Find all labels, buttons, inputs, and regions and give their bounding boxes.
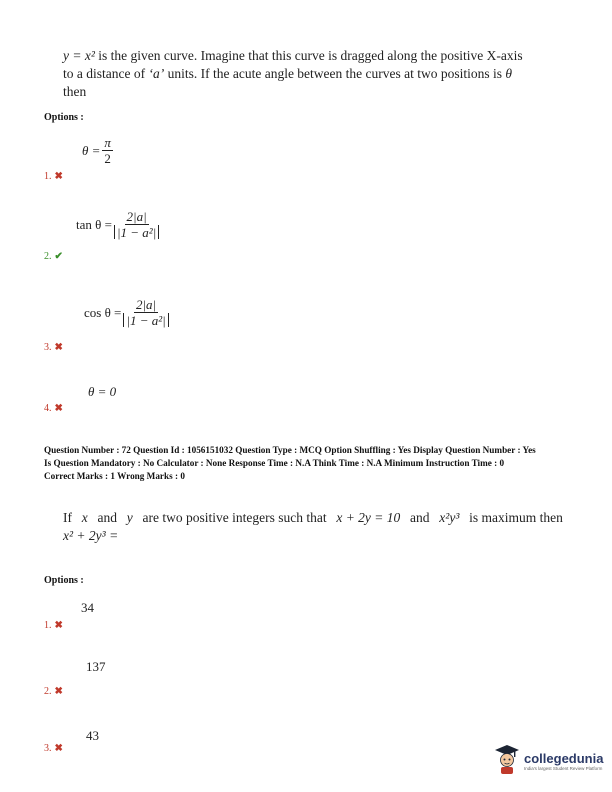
- wrong-mark-icon: ✖: [54, 403, 63, 414]
- q2-option-1-label: [44, 620, 63, 631]
- correct-check-icon: ✔: [54, 251, 63, 262]
- logo-name: collegedunia: [524, 750, 604, 766]
- wrong-mark-icon: ✖: [54, 342, 63, 353]
- q2-text-e: is maximum then: [469, 510, 563, 525]
- q1-option-1-label: [44, 171, 63, 182]
- q2-variable-y: y: [126, 510, 133, 525]
- q2-text-a: If: [63, 510, 72, 525]
- q1-option-3-number: 3.: [44, 342, 52, 353]
- options-label-q2: Options :: [44, 575, 84, 586]
- variable-theta: θ: [505, 66, 513, 81]
- q1-option-1-expression: [82, 136, 113, 165]
- q2-option-1-value: 34: [81, 600, 94, 615]
- q1-option-2-lhs: tan θ =: [76, 216, 112, 232]
- q1-option-1-fraction: [102, 136, 113, 165]
- q1-option-2-number: 2.: [44, 251, 52, 262]
- q1-option-3-label: [44, 342, 63, 353]
- question-1-line-2-b: units. If the acute angle between the curves at two positions is: [167, 66, 503, 81]
- metadata-line-1: Question Number : 72 Question Id : 1056151032 Question Type : MCQ Option Shuffling : Yes Display Question Number : Yes: [44, 445, 536, 455]
- q2-option-2-label: [44, 686, 63, 697]
- question-metadata: [44, 444, 604, 483]
- q1-option-4-number: 4.: [44, 403, 52, 414]
- question-1-line-1-text: is the given curve. Imagine that this curve is dragged along the positive X-axis: [98, 48, 523, 63]
- q2-option-3-value: 43: [86, 728, 99, 743]
- q2-option-3-number: 3.: [44, 743, 52, 754]
- metadata-line-2: Is Question Mandatory : No Calculator : None Response Time : N.A Think Time : N.A Minimum Instruction Time : 0: [44, 458, 505, 468]
- logo-text: [524, 752, 603, 772]
- q1-option-2-fraction: [114, 210, 159, 239]
- q2-option-2-number: 2.: [44, 686, 52, 697]
- q2-option-1-number: 1.: [44, 620, 52, 631]
- question-1-line-2: [63, 65, 563, 83]
- curve-equation: y = x²: [63, 48, 95, 63]
- question-1-text: [63, 47, 563, 101]
- options-label-q1: Options :: [44, 112, 84, 123]
- q2-variable-x: x: [81, 510, 88, 525]
- collegedunia-logo: [494, 744, 603, 779]
- q1-option-2-label: [44, 251, 63, 262]
- q1-option-1-numerator: π: [104, 135, 111, 150]
- question-1-line-3: then: [63, 84, 87, 99]
- q2-option-2-value: 137: [86, 659, 106, 674]
- q1-option-1-denominator: 2: [104, 151, 111, 166]
- q1-option-2-expression: [76, 210, 159, 239]
- metadata-line-3: Correct Marks : 1 Wrong Marks : 0: [44, 471, 185, 481]
- q1-option-3-fraction: [123, 298, 168, 327]
- q1-option-3-denominator: |1 − a²|: [123, 313, 168, 327]
- wrong-mark-icon: ✖: [54, 171, 63, 182]
- variable-a: ‘a’: [148, 66, 165, 81]
- q1-option-3-lhs: cos θ =: [84, 304, 122, 320]
- question-2-text: [63, 509, 563, 545]
- q1-option-4-expression: θ = 0: [88, 384, 117, 399]
- logo-tagline: India's largest Student Review Platform: [524, 765, 603, 771]
- wrong-mark-icon: ✖: [54, 620, 63, 631]
- q1-option-4-label: [44, 403, 63, 414]
- q2-text-b: and: [97, 510, 117, 525]
- q1-option-3-expression: [84, 298, 169, 327]
- graduate-mascot-icon: [494, 744, 520, 779]
- q1-option-1-lhs: θ =: [82, 142, 101, 158]
- q2-expression: x²y³: [439, 510, 460, 525]
- q2-text-c: are two positive integers such that: [142, 510, 327, 525]
- question-2-line-1: [63, 509, 563, 527]
- question-1-line-1: [63, 47, 563, 65]
- wrong-mark-icon: ✖: [54, 743, 63, 754]
- q2-condition: x + 2y = 10: [336, 510, 401, 525]
- q1-option-3-numerator: 2|a|: [135, 297, 157, 312]
- q1-option-2-denominator: |1 − a²|: [114, 225, 159, 239]
- q1-option-1-number: 1.: [44, 171, 52, 182]
- q2-option-3-label: [44, 743, 63, 754]
- wrong-mark-icon: ✖: [54, 686, 63, 697]
- q1-option-2-numerator: 2|a|: [126, 209, 147, 224]
- question-1-line-2-a: to a distance of: [63, 66, 146, 81]
- question-2-line-2: x² + 2y³ =: [63, 528, 119, 543]
- q2-text-d: and: [410, 510, 430, 525]
